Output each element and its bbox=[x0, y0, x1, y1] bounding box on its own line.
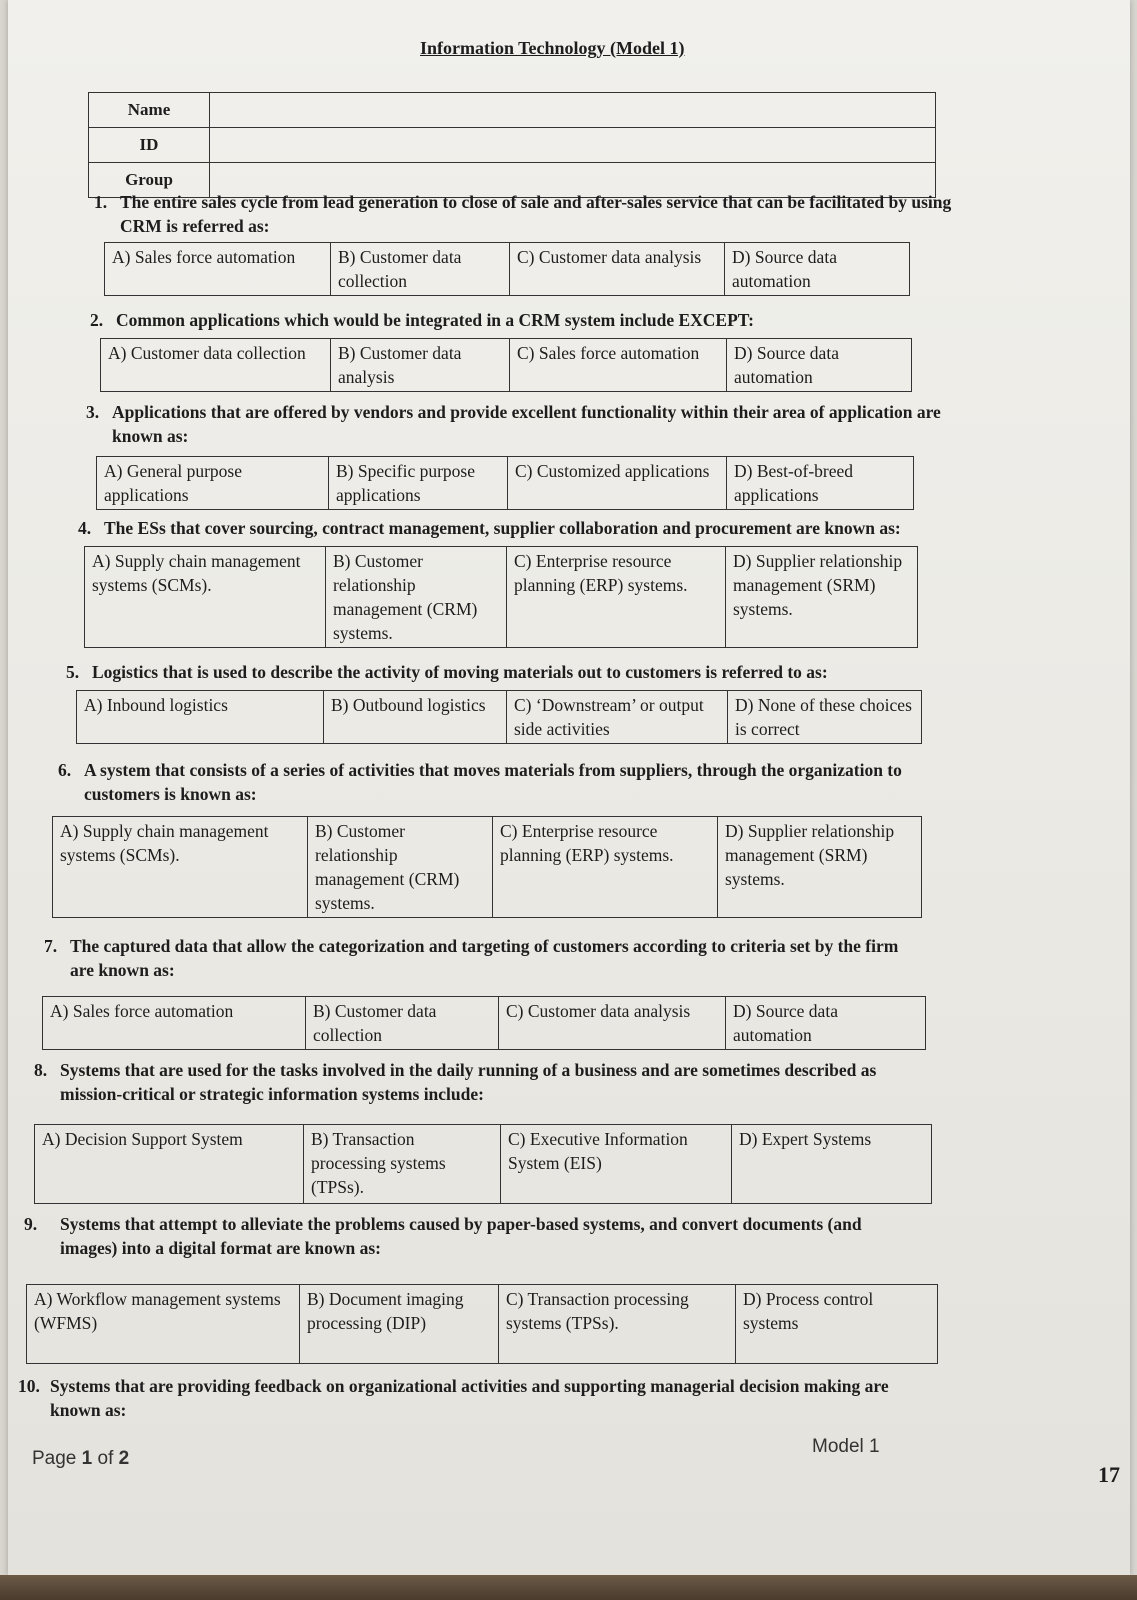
group-label: Group bbox=[89, 163, 210, 198]
page-total: 2 bbox=[118, 1448, 130, 1469]
question-text: customers is known as: bbox=[84, 784, 257, 804]
page-current: 1 bbox=[81, 1448, 93, 1469]
question-text: A system that consists of a series of activities that moves materials from suppliers, through the organization to bbox=[84, 760, 902, 780]
option-b[interactable]: B) Customer data collection bbox=[306, 997, 499, 1050]
option-b[interactable]: B) Transaction processing systems (TPSs). bbox=[304, 1125, 501, 1204]
option-a[interactable]: A) Sales force automation bbox=[43, 997, 306, 1050]
question-5 bbox=[66, 660, 828, 684]
question-number: 6. bbox=[58, 760, 72, 780]
option-d[interactable]: D) Best-of-breed applications bbox=[727, 457, 914, 510]
option-b[interactable]: B) Customer data analysis bbox=[331, 339, 510, 392]
question-number: 7. bbox=[44, 936, 58, 956]
option-d[interactable]: D) Expert Systems bbox=[732, 1125, 932, 1204]
question-text: images) into a digital format are known as: bbox=[60, 1238, 381, 1258]
option-c[interactable]: C) Sales force automation bbox=[510, 339, 727, 392]
options-table-9 bbox=[26, 1284, 938, 1364]
question-text: The ESs that cover sourcing, contract management, supplier collaboration and procurement are known as: bbox=[104, 518, 901, 538]
option-b[interactable]: B) Specific purpose applications bbox=[329, 457, 508, 510]
option-a[interactable]: A) Customer data collection bbox=[101, 339, 331, 392]
name-row bbox=[89, 93, 936, 128]
options-table-6 bbox=[52, 816, 922, 918]
name-field[interactable] bbox=[210, 93, 936, 128]
question-number: 8. bbox=[34, 1060, 48, 1080]
question-number: 5. bbox=[66, 662, 80, 682]
question-text: Systems that are used for the tasks involved in the daily running of a business and are sometimes described as bbox=[60, 1060, 877, 1080]
option-a[interactable]: A) Supply chain management systems (SCMs). bbox=[85, 547, 326, 648]
question-text: Systems that attempt to alleviate the problems caused by paper-based systems, and convert documents (and bbox=[60, 1214, 862, 1234]
option-c[interactable]: C) Customized applications bbox=[508, 457, 727, 510]
options-table-5 bbox=[76, 690, 922, 744]
question-text: Common applications which would be integrated in a CRM system include EXCEPT: bbox=[116, 310, 754, 330]
id-field[interactable] bbox=[210, 128, 936, 163]
question-9 bbox=[24, 1212, 862, 1260]
question-text: known as: bbox=[112, 426, 189, 446]
option-c[interactable]: C) Enterprise resource planning (ERP) systems. bbox=[493, 817, 718, 918]
option-c[interactable]: C) Enterprise resource planning (ERP) systems. bbox=[507, 547, 726, 648]
option-a[interactable]: A) General purpose applications bbox=[97, 457, 329, 510]
id-row bbox=[89, 128, 936, 163]
question-3 bbox=[86, 400, 941, 448]
option-d[interactable]: D) Source data automation bbox=[726, 997, 926, 1050]
corner-number: 17 bbox=[1098, 1462, 1120, 1487]
name-label: Name bbox=[89, 93, 210, 128]
id-label: ID bbox=[89, 128, 210, 163]
question-text: mission-critical or strategic information systems include: bbox=[60, 1084, 484, 1104]
question-text: Systems that are providing feedback on organizational activities and supporting managerial decision making are bbox=[50, 1376, 889, 1396]
option-c[interactable]: C) ‘Downstream’ or output side activities bbox=[507, 691, 728, 744]
option-d[interactable]: D) Supplier relationship management (SRM) systems. bbox=[726, 547, 918, 648]
options-table-3 bbox=[96, 456, 914, 510]
question-number: 1. bbox=[94, 192, 108, 212]
question-number: 3. bbox=[86, 402, 100, 422]
model-label: Model 1 bbox=[812, 1436, 880, 1457]
option-d[interactable]: D) Source data automation bbox=[725, 243, 910, 296]
option-a[interactable]: A) Decision Support System bbox=[35, 1125, 304, 1204]
question-text: Applications that are offered by vendors and provide excellent functionality within their area of application are bbox=[112, 402, 941, 422]
option-c[interactable]: C) Executive Information System (EIS) bbox=[501, 1125, 732, 1204]
question-10 bbox=[18, 1374, 889, 1422]
options-table-4 bbox=[84, 546, 918, 648]
student-info-table bbox=[88, 92, 936, 198]
option-d[interactable]: D) None of these choices is correct bbox=[728, 691, 922, 744]
option-b[interactable]: B) Customer relationship management (CRM) systems. bbox=[308, 817, 493, 918]
question-2 bbox=[90, 308, 754, 332]
option-c[interactable]: C) Customer data analysis bbox=[499, 997, 726, 1050]
option-a[interactable]: A) Inbound logistics bbox=[77, 691, 324, 744]
option-b[interactable]: B) Document imaging processing (DIP) bbox=[300, 1285, 499, 1364]
option-d[interactable]: D) Supplier relationship management (SRM) systems. bbox=[718, 817, 922, 918]
page-counter bbox=[32, 1448, 129, 1470]
option-a[interactable]: A) Supply chain management systems (SCMs). bbox=[53, 817, 308, 918]
question-text: are known as: bbox=[70, 960, 175, 980]
question-8 bbox=[34, 1058, 876, 1106]
option-d[interactable]: D) Process control systems bbox=[736, 1285, 938, 1364]
page-prefix: Page bbox=[32, 1448, 82, 1469]
question-number: 10. bbox=[18, 1376, 40, 1396]
option-a[interactable]: A) Workflow management systems (WFMS) bbox=[27, 1285, 300, 1364]
options-table-7 bbox=[42, 996, 926, 1050]
options-table-1 bbox=[104, 242, 910, 296]
option-d[interactable]: D) Source data automation bbox=[727, 339, 912, 392]
option-b[interactable]: B) Customer relationship management (CRM) systems. bbox=[326, 547, 507, 648]
question-text: known as: bbox=[50, 1400, 127, 1420]
page-mid: of bbox=[92, 1448, 119, 1469]
question-text: Logistics that is used to describe the activity of moving materials out to customers is referred to as: bbox=[92, 662, 828, 682]
question-number: 2. bbox=[90, 310, 104, 330]
question-6 bbox=[58, 758, 902, 806]
option-b[interactable]: B) Outbound logistics bbox=[324, 691, 507, 744]
option-a[interactable]: A) Sales force automation bbox=[105, 243, 331, 296]
question-number: 4. bbox=[78, 518, 92, 538]
option-c[interactable]: C) Customer data analysis bbox=[510, 243, 725, 296]
question-number: 9. bbox=[24, 1214, 38, 1234]
desk-surface bbox=[0, 1575, 1137, 1600]
exam-title: Information Technology (Model 1) bbox=[420, 38, 685, 58]
option-c[interactable]: C) Transaction processing systems (TPSs). bbox=[499, 1285, 736, 1364]
option-b[interactable]: B) Customer data collection bbox=[331, 243, 510, 296]
question-7 bbox=[44, 934, 898, 982]
options-table-2 bbox=[100, 338, 912, 392]
question-text: The entire sales cycle from lead generation to close of sale and after-sales service that can be facilitated by using bbox=[120, 192, 952, 212]
question-text: CRM is referred as: bbox=[120, 216, 270, 236]
question-4 bbox=[78, 516, 901, 540]
question-1 bbox=[94, 190, 951, 238]
question-text: The captured data that allow the categorization and targeting of customers according to criteria set by the firm bbox=[70, 936, 899, 956]
options-table-8 bbox=[34, 1124, 932, 1204]
